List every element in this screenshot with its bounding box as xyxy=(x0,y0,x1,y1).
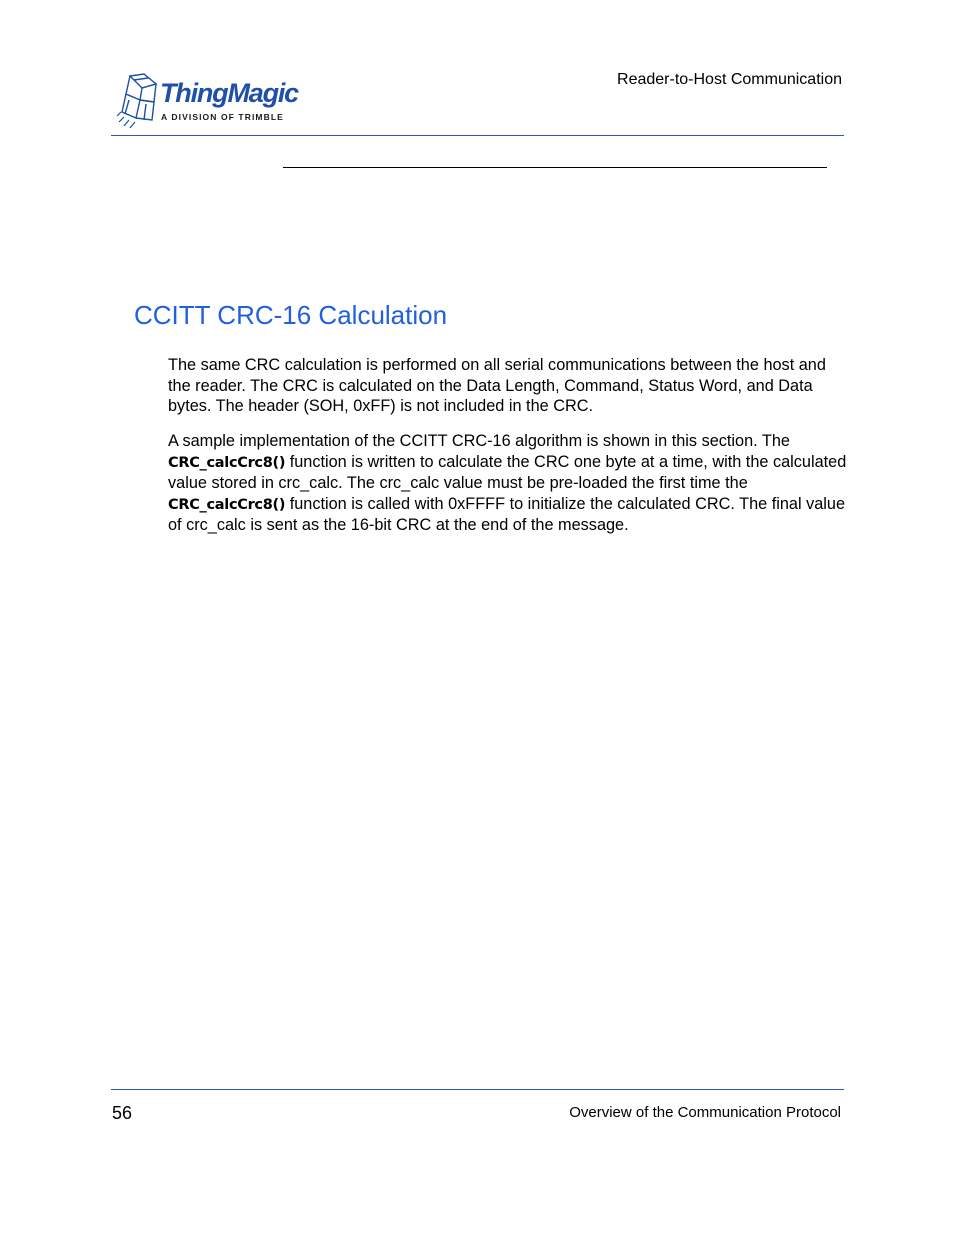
paragraph-2-text-a: A sample implementation of the CCITT CRC-16 algorithm is shown in this section. The xyxy=(168,432,790,450)
thingmagic-logo xyxy=(116,72,316,130)
page-number: 56 xyxy=(112,1103,133,1123)
logo-cube-icon xyxy=(116,72,162,130)
footer-divider xyxy=(111,1089,844,1090)
paragraph-1-text: The same CRC calculation is performed on all serial communications between the host and the reader. The CRC is calculated on the Data Length, Command, Status Word, and Data bytes. The header (SOH, 0xFF) is not included in the CRC. xyxy=(168,356,826,415)
logo-tagline: A DIVISION OF TRIMBLE xyxy=(161,112,284,122)
section-title: CCITT CRC-16 Calculation xyxy=(134,300,448,330)
paragraph-2-text-c: function is called with 0xFFFF to initialize the calculated CRC. The final value of crc_calc is sent as the 16-bit CRC at the end of the message. xyxy=(168,494,846,534)
table-bottom-rule xyxy=(283,167,827,168)
running-head: Reader-to-Host Communication xyxy=(617,71,842,88)
header-divider xyxy=(111,135,844,136)
function-name-crc-calccrc8: CRC_calcCrc8() xyxy=(168,454,286,471)
footer-title: Overview of the Communication Protocol xyxy=(569,1104,841,1121)
logo-wordmark: ThingMagic xyxy=(160,78,298,108)
body-paragraph-1 xyxy=(168,355,848,417)
function-name-crc-calccrc8-2: CRC_calcCrc8() xyxy=(168,496,286,513)
body-paragraph-2 xyxy=(168,431,848,536)
paragraph-2-text-b: function is written to calculate the CRC one byte at a time, with the calculated value stored in crc_calc. The crc_calc value must be pre-loaded the first time the xyxy=(168,452,847,492)
